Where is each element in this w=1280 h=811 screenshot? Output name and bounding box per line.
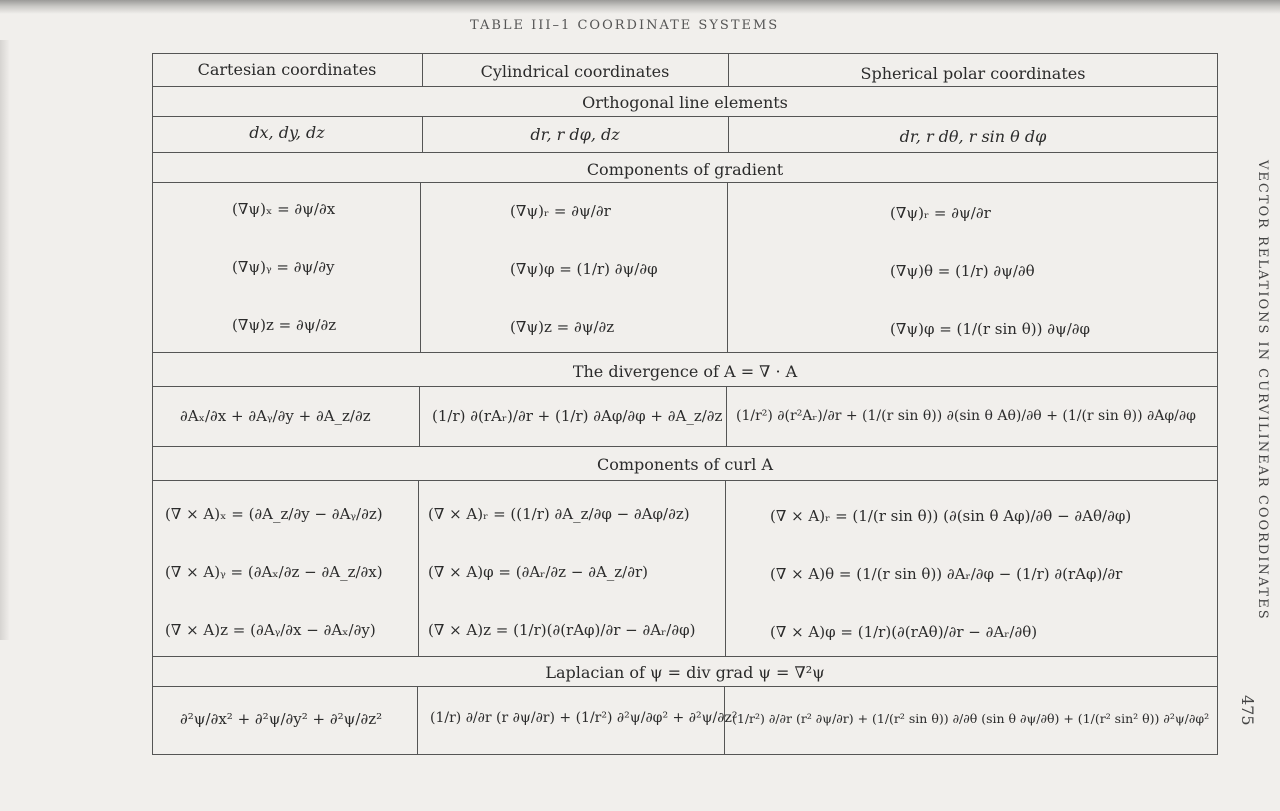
rule [152,686,1218,687]
gradient-spherical-phi: (∇ψ)φ = (1/(r sin θ)) ∂ψ/∂φ [890,320,1091,338]
curl-cartesian-z: (∇ × A)z = (∂Aᵧ/∂x − ∂Aₓ/∂y) [165,621,376,639]
curl-cartesian-y: (∇ × A)ᵧ = (∂Aₓ/∂z − ∂A_z/∂x) [165,563,383,581]
section-title-divergence: The divergence of A = ∇ · A [572,362,798,381]
divergence-cartesian: ∂Aₓ/∂x + ∂Aᵧ/∂y + ∂A_z/∂z [180,407,371,425]
page-title: TABLE III–1 COORDINATE SYSTEMS [470,18,780,33]
col-divider [419,386,420,446]
col-header-cylindrical: Cylindrical coordinates [480,62,670,81]
gradient-spherical-theta: (∇ψ)θ = (1/r) ∂ψ/∂θ [890,262,1035,280]
laplacian-cylindrical: (1/r) ∂/∂r (r ∂ψ/∂r) + (1/r²) ∂²ψ/∂φ² + ∂²ψ/∂z² [430,710,738,726]
rule [152,446,1218,447]
rule [152,480,1218,481]
laplacian-cartesian: ∂²ψ/∂x² + ∂²ψ/∂y² + ∂²ψ/∂z² [180,710,383,728]
gradient-cartesian-x: (∇ψ)ₓ = ∂ψ/∂x [232,200,336,218]
curl-spherical-theta: (∇ × A)θ = (1/(r sin θ)) ∂Aᵣ/∂φ − (1/r) ∂(rAφ)/∂r [770,565,1123,583]
gradient-cylindrical-r: (∇ψ)ᵣ = ∂ψ/∂r [510,202,611,220]
section-title-curl: Components of curl A [596,455,774,474]
curl-spherical-r: (∇ × A)ᵣ = (1/(r sin θ)) (∂(sin θ Aφ)/∂θ − ∂Aθ/∂φ) [770,507,1132,525]
section-title-laplacian: Laplacian of ψ = div grad ψ = ∇²ψ [545,663,825,682]
curl-cylindrical-r: (∇ × A)ᵣ = ((1/r) ∂A_z/∂φ − ∂Aφ/∂z) [428,505,690,523]
col-divider [417,686,418,754]
col-header-spherical: Spherical polar coordinates [860,64,1086,83]
line-element-cylindrical: dr, r dφ, dz [530,125,620,144]
curl-cylindrical-z: (∇ × A)z = (1/r)(∂(rAφ)/∂r − ∂Aᵣ/∂φ) [428,621,696,639]
curl-cylindrical-phi: (∇ × A)φ = (∂Aᵣ/∂z − ∂A_z/∂r) [428,563,649,581]
section-title-line-elements: Orthogonal line elements [582,93,788,112]
curl-cartesian-x: (∇ × A)ₓ = (∂A_z/∂y − ∂Aᵧ/∂z) [165,505,383,523]
page-number: 475 [1238,695,1257,726]
col-divider [418,480,419,656]
divergence-spherical: (1/r²) ∂(r²Aᵣ)/∂r + (1/(r sin θ)) ∂(sin θ Aθ)/∂θ + (1/(r sin θ)) ∂Aφ/∂φ [736,408,1196,424]
laplacian-spherical: (1/r²) ∂/∂r (r² ∂ψ/∂r) + (1/(r² sin θ)) ∂/∂θ (sin θ ∂ψ/∂θ) + (1/(r² sin² θ)) ∂²ψ/∂φ² [732,711,1210,726]
page-gutter [0,40,10,640]
gradient-cartesian-y: (∇ψ)ᵧ = ∂ψ/∂y [232,258,335,276]
col-divider [726,386,727,446]
rule [152,656,1218,657]
divergence-cylindrical: (1/r) ∂(rAᵣ)/∂r + (1/r) ∂Aφ/∂φ + ∂A_z/∂z [432,407,723,425]
gradient-spherical-r: (∇ψ)ᵣ = ∂ψ/∂r [890,204,991,222]
rule [152,116,1218,117]
col-divider [725,480,726,656]
scan-shadow [0,0,1280,14]
gradient-cylindrical-z: (∇ψ)z = ∂ψ/∂z [510,318,615,336]
gradient-cartesian-z: (∇ψ)z = ∂ψ/∂z [232,316,337,334]
coordinate-table [152,53,1218,755]
rule [152,386,1218,387]
rule [152,152,1218,153]
col-divider [420,182,421,352]
curl-spherical-phi: (∇ × A)φ = (1/r)(∂(rAθ)/∂r − ∂Aᵣ/∂θ) [770,623,1038,641]
rule [152,86,1218,87]
col-divider [727,182,728,352]
gradient-cylindrical-phi: (∇ψ)φ = (1/r) ∂ψ/∂φ [510,260,658,278]
line-element-cartesian: dx, dy, dz [249,123,325,142]
line-element-spherical: dr, r dθ, r sin θ dφ [899,127,1047,146]
rule [152,182,1218,183]
col-header-cartesian: Cartesian coordinates [197,60,377,79]
rule [152,352,1218,353]
running-header: VECTOR RELATIONS IN CURVILINEAR COORDINATES [1255,160,1270,621]
section-title-gradient: Components of gradient [586,160,784,179]
